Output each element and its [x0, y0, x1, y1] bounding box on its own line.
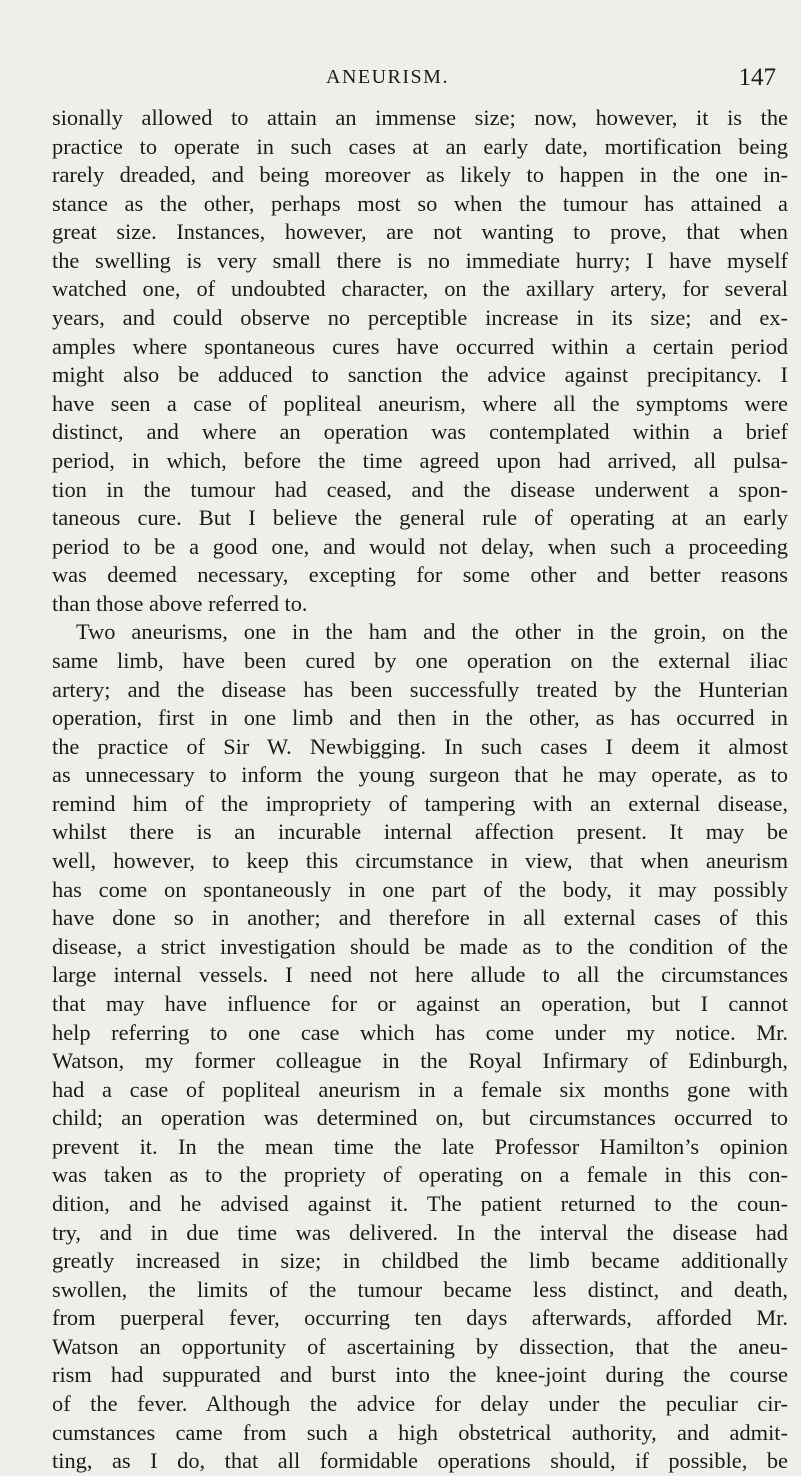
text-line: as unnecessary to inform the young surgeon that he may operate, as to	[52, 762, 788, 788]
text-line: remind him of the impropriety of tampering with an external disease,	[52, 790, 788, 816]
text-line: of the fever. Although the advice for delay under the peculiar cir-	[52, 1391, 788, 1417]
text-line: greatly increased in size; in childbed the limb became additionally	[52, 1248, 788, 1274]
text-line: artery; and the disease has been successfully treated by the Hunterian	[52, 676, 788, 702]
body-text	[52, 104, 788, 1476]
text-line: from puerperal fever, occurring ten days afterwards, afforded Mr.	[52, 1305, 788, 1331]
text-line: watched one, of undoubted character, on the axillary artery, for several	[52, 276, 788, 302]
text-line: has come on spontaneously in one part of the body, it may possibly	[52, 876, 788, 902]
text-line: have done so in another; and therefore in all external cases of this	[52, 905, 788, 931]
text-line: had a case of popliteal aneurism in a female six months gone with	[52, 1076, 788, 1102]
text-line: was deemed necessary, excepting for some other and better reasons	[52, 562, 788, 588]
text-line: child; an operation was determined on, but circumstances occurred to	[52, 1105, 788, 1131]
running-title: ANEURISM.	[326, 66, 449, 88]
text-line: Two aneurisms, one in the ham and the other in the groin, on the	[76, 619, 788, 645]
text-line: disease, a strict investigation should be made as to the condition of the	[52, 933, 788, 959]
text-line: operation, first in one limb and then in the other, as has occurred in	[52, 705, 788, 731]
text-line: same limb, have been cured by one operation on the external iliac	[52, 647, 788, 673]
text-line: might also be adduced to sanction the advice against precipitancy. I	[52, 362, 788, 388]
text-line: was taken as to the propriety of operating on a female in this con-	[52, 1162, 788, 1188]
text-line: dition, and he advised against it. The patient returned to the coun-	[52, 1190, 788, 1216]
text-line: have seen a case of popliteal aneurism, where all the symptoms were	[52, 390, 788, 416]
text-line: prevent it. In the mean time the late Professor Hamilton’s opinion	[52, 1133, 788, 1159]
text-line: distinct, and where an operation was contemplated within a brief	[52, 419, 788, 445]
text-line: taneous cure. But I believe the general rule of operating at an early	[52, 505, 788, 531]
text-line: help referring to one case which has come under my notice. Mr.	[52, 1019, 788, 1045]
text-line: rism had suppurated and burst into the knee-joint during the course	[52, 1362, 788, 1388]
text-line: large internal vessels. I need not here allude to all the circumstances	[52, 962, 788, 988]
text-line: try, and in due time was delivered. In the interval the disease had	[52, 1219, 788, 1245]
text-line: years, and could observe no perceptible increase in its size; and ex-	[52, 305, 788, 331]
text-line: Watson, my former colleague in the Royal Infirmary of Edinburgh,	[52, 1048, 788, 1074]
page-number: 147	[738, 64, 776, 91]
text-line: whilst there is an incurable internal affection present. It may be	[52, 819, 788, 845]
text-line: than those above referred to.	[52, 590, 308, 616]
text-line: stance as the other, perhaps most so when the tumour has attained a	[52, 190, 788, 216]
text-line: practice to operate in such cases at an early date, mortification being	[52, 133, 788, 159]
text-line: amples where spontaneous cures have occurred within a certain period	[52, 333, 788, 359]
text-line: cumstances came from such a high obstetrical authority, and admit-	[52, 1419, 788, 1445]
text-line: swollen, the limits of the tumour became less distinct, and death,	[52, 1276, 788, 1302]
text-line: rarely dreaded, and being moreover as likely to happen in the one in-	[52, 162, 788, 188]
text-line: Watson an opportunity of ascertaining by dissection, that the aneu-	[52, 1333, 788, 1359]
text-line: great size. Instances, however, are not wanting to prove, that when	[52, 219, 788, 245]
text-line: the swelling is very small there is no immediate hurry; I have myself	[52, 247, 788, 273]
text-line: ting, as I do, that all formidable operations should, if possible, be	[52, 1448, 788, 1474]
text-line: sionally allowed to attain an immense size; now, however, it is the	[52, 105, 788, 130]
text-line: that may have influence for or against an operation, but I cannot	[52, 990, 788, 1016]
text-line: the practice of Sir W. Newbigging. In such cases I deem it almost	[52, 733, 788, 759]
text-line: period, in which, before the time agreed upon had arrived, all pulsa-	[52, 447, 788, 473]
running-head	[0, 66, 801, 96]
text-line: tion in the tumour had ceased, and the disease underwent a spon-	[52, 476, 788, 502]
text-line: period to be a good one, and would not delay, when such a proceeding	[52, 533, 788, 559]
text-line: well, however, to keep this circumstance in view, that when aneurism	[52, 848, 788, 874]
